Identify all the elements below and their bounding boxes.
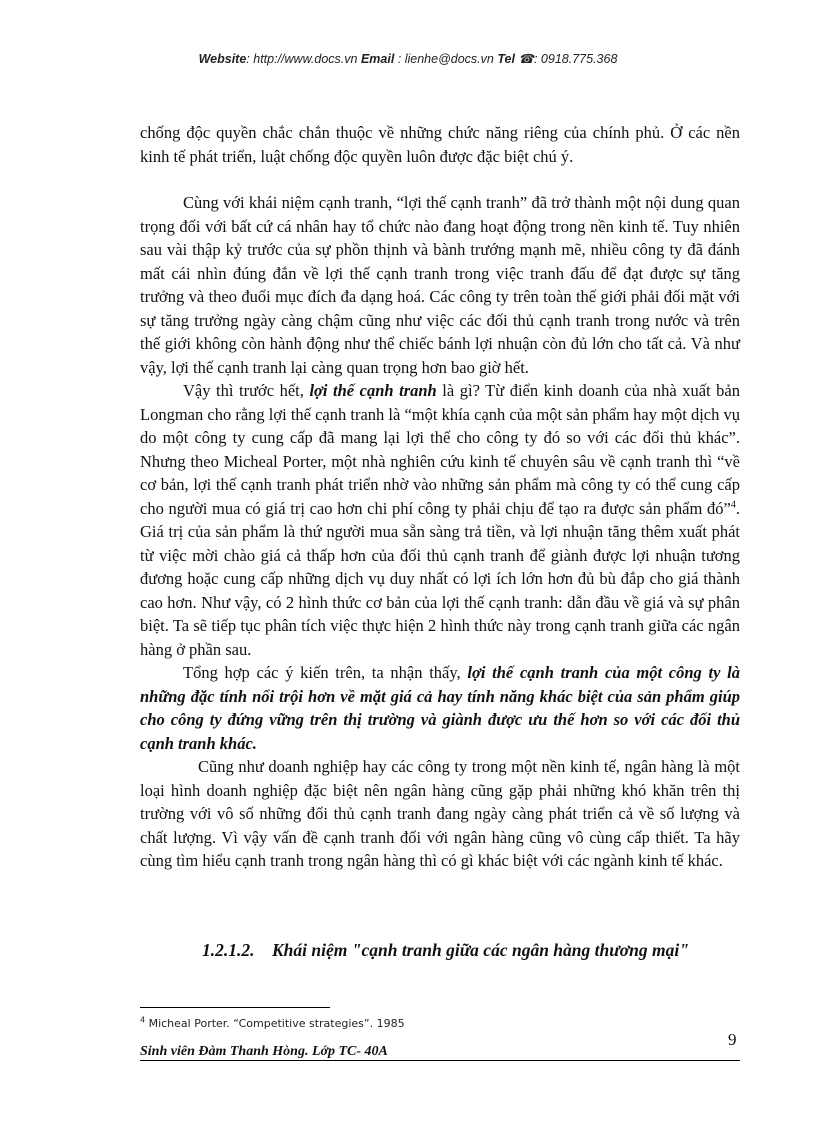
intro-paragraph: chống độc quyền chắc chắn thuộc về những chức năng riêng của chính phủ. Ở các nền kinh tế phát triển, luật chống độc quyền luôn được đặc biệt chú ý. xyxy=(140,123,740,166)
footnote-mark: 4 xyxy=(140,1015,146,1025)
website-url: : http://www.docs.vn xyxy=(246,52,361,66)
section-heading xyxy=(140,940,740,961)
footnote xyxy=(140,1017,405,1030)
section-number: 1.2.1.2. xyxy=(202,940,255,960)
website-label: Website xyxy=(198,52,247,66)
footer-rule xyxy=(140,1060,740,1061)
footnote-ref: 4 xyxy=(730,499,736,510)
term-competitive-advantage: lợi thế cạnh tranh xyxy=(309,381,437,400)
phone-number: ☎: 0918.775.368 xyxy=(514,52,618,66)
paragraph-definition-question: Vậy thì trước hết, lợi thế cạnh tranh là gì? Từ điển kinh doanh của nhà xuất bản Longman cho rằng lợi thế cạnh tranh là “một khía cạnh của một sản phẩm hay một dịch vụ do một công ty cung cấp đã mang lại lợi thế cho công ty đó so với các đối thủ khác”. Nhưng theo Micheal Porter, một nhà nghiên cứu kinh tế chuyên sâu về cạnh tranh thì “về cơ bản, lợi thế cạnh tranh phát triển nhờ vào những sản phẩm mà công ty có thể cung cấp cho người mua có giá trị cao hơn chi phí công ty phải chịu để tạo ra được sản phẩm đó”$^4$. Giá trị của sản phẩm là thứ người mua sẵn sàng trả tiền, và lợi nhuận tăng thêm xuất phát từ việc mời chào giá cả thấp hơn của đối thủ cạnh tranh để giành được lợi nhuận tương đương hoặc cung cấp những dịch vụ duy nhất có lợi ích lớn hơn đủ bù đắp cho giá thành cao hơn. Như vậy, có 2 hình thức cơ bản của lợi thế cạnh tranh: dẫn đầu về giá và sự phân biệt. Ta sẽ tiếp tục phân tích việc thực hiện 2 hình thức này trong cạnh tranh giữa các ngân hàng ở phần sau. xyxy=(140,381,740,659)
section-title: Khái niệm "cạnh tranh giữa các ngân hàng thương mại" xyxy=(272,940,689,960)
email-address: : lienhe@docs.vn xyxy=(394,52,498,66)
footnote-text: Micheal Porter. “Competitive strategies”. 1985 xyxy=(145,1017,405,1030)
paragraph-competitive-advantage: Cùng với khái niệm cạnh tranh, “lợi thế cạnh tranh” đã trở thành một nội dung quan trọng đối với bất cứ cá nhân hay tổ chức nào đang hoạt động trong nền kinh tế. Tuy nhiên sau vài thập kỷ trước của sự phồn thịnh và bành trướng mạnh mẽ, nhiều công ty đã đánh mất cái nhìn đúng đắn về lợi thế cạnh tranh trong việc tranh đấu để đạt được sự tăng trưởng và theo đuổi mục đích đa dạng hoá. Các công ty trên toàn thế giới phải đối mặt với sự tăng trưởng ngày càng chậm cũng như việc các đối thủ cạnh tranh trong nước và trên thế giới không còn hành động như thể chiếc bánh lợi nhuận còn đủ lớn cho tất cả. Và như vậy, lợi thế cạnh tranh lại càng quan trọng hơn bao giờ hết. xyxy=(140,193,740,377)
page-number: 9 xyxy=(728,1030,737,1049)
footnote-divider xyxy=(140,1007,330,1008)
definition-bold: lợi thế cạnh tranh của một công ty là những đặc tính nổi trội hơn về mặt giá cả hay tính năng khác biệt của sản phẩm giúp cho công ty đứng vững trên thị trường và giành được ưu thế hơn so với các đối thủ cạnh tranh khác. xyxy=(140,663,740,753)
paragraph-banks: Cũng như doanh nghiệp hay các công ty trong một nền kinh tế, ngân hàng là một loại hình doanh nghiệp đặc biệt nên ngân hàng cũng gặp phải những khó khăn trên thị trường với vô số những đối thủ cạnh tranh đang ngày càng phát triển cả về số lượng và chất lượng. Vì vậy vấn đề cạnh tranh đối với ngân hàng cũng vô cùng cấp thiết. Ta hãy cùng tìm hiểu cạnh tranh trong ngân hàng thì có gì khác biệt với các ngành kinh tế khác. xyxy=(140,757,740,870)
tel-label: Tel xyxy=(497,52,515,66)
intro-paragraph-block xyxy=(140,121,740,168)
email-label: Email xyxy=(360,52,395,66)
main-text xyxy=(140,191,740,873)
paragraph-summary: Tổng hợp các ý kiến trên, ta nhận thấy, lợi thế cạnh tranh của một công ty là những đặc tính nổi trội hơn về mặt giá cả hay tính năng khác biệt của sản phẩm giúp cho công ty đứng vững trên thị trường và giành được ưu thế hơn so với các đối thủ cạnh tranh khác. xyxy=(140,663,740,753)
page-footer: Sinh viên Đàm Thanh Hòng. Lớp TC- 40A xyxy=(140,1044,388,1059)
page-header xyxy=(0,51,816,66)
